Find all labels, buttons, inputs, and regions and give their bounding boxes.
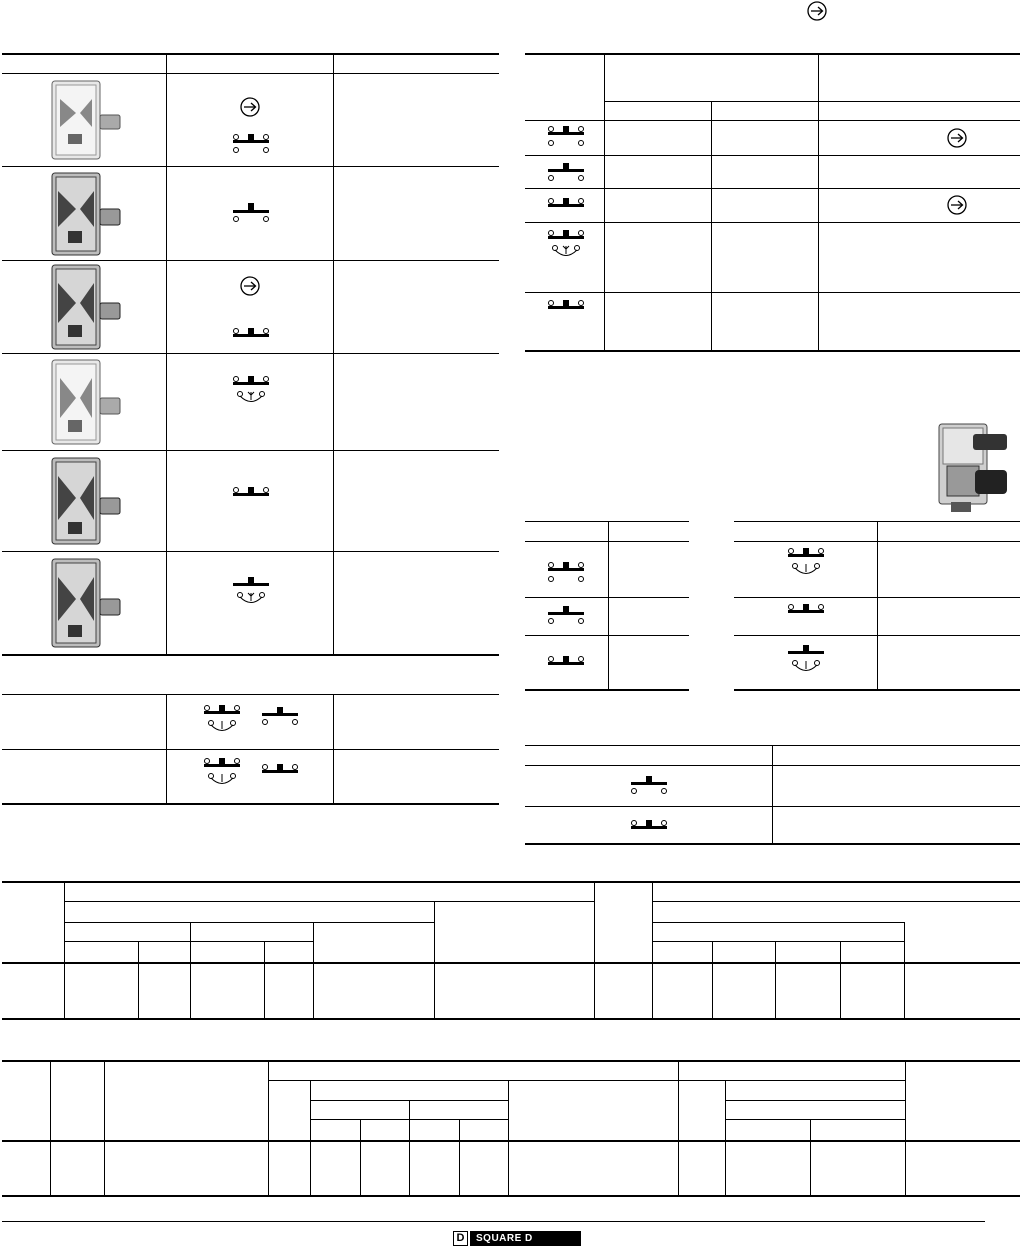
contact-block-photo bbox=[46, 456, 126, 546]
no-nc-contact-icon bbox=[260, 706, 300, 728]
square-d-mark: D bbox=[453, 1231, 468, 1246]
late-break-symbol-icon bbox=[239, 275, 261, 297]
contact-block-photo bbox=[46, 358, 126, 446]
contact-with-lamp-icon bbox=[202, 704, 242, 734]
normally-closed-contact-icon bbox=[260, 763, 300, 777]
normally-closed-contact-icon bbox=[231, 131, 271, 155]
footer-rule bbox=[2, 1221, 985, 1222]
normally-open-contact-icon bbox=[546, 605, 586, 627]
normally-closed-contact-icon bbox=[786, 603, 826, 617]
contact-block-photo bbox=[46, 171, 126, 257]
late-break-symbol-icon bbox=[946, 194, 968, 216]
square-d-logo bbox=[453, 1231, 581, 1246]
normally-open-contact-icon bbox=[546, 162, 586, 184]
contact-with-lamp-icon bbox=[202, 757, 242, 787]
contact-with-lamp-icon bbox=[546, 229, 586, 259]
contact-block-photo bbox=[46, 263, 126, 351]
late-break-symbol-icon bbox=[239, 96, 261, 118]
normally-closed-contact-icon bbox=[546, 125, 586, 149]
normally-closed-contact-icon bbox=[546, 299, 586, 313]
contact-with-lamp-icon bbox=[786, 644, 826, 674]
contact-block-photo bbox=[46, 79, 126, 161]
contact-with-lamp-icon bbox=[231, 375, 271, 405]
contact-module-photo bbox=[933, 420, 1013, 516]
normally-closed-contact-icon bbox=[231, 327, 271, 341]
late-break-symbol-icon bbox=[946, 127, 968, 149]
normally-closed-contact-icon bbox=[231, 486, 271, 500]
late-break-symbol-icon bbox=[806, 0, 828, 22]
contact-with-lamp-icon bbox=[231, 576, 271, 606]
normally-closed-contact-icon bbox=[546, 561, 586, 585]
normally-closed-contact-icon bbox=[546, 655, 586, 669]
normally-closed-contact-icon bbox=[546, 197, 586, 211]
normally-open-contact-icon bbox=[231, 202, 271, 224]
square-d-wordmark: SQUARE D bbox=[470, 1231, 581, 1246]
contact-block-photo bbox=[46, 557, 126, 649]
normally-closed-contact-icon bbox=[629, 819, 669, 833]
normally-open-contact-icon bbox=[629, 775, 669, 797]
contact-with-lamp-icon bbox=[786, 547, 826, 577]
